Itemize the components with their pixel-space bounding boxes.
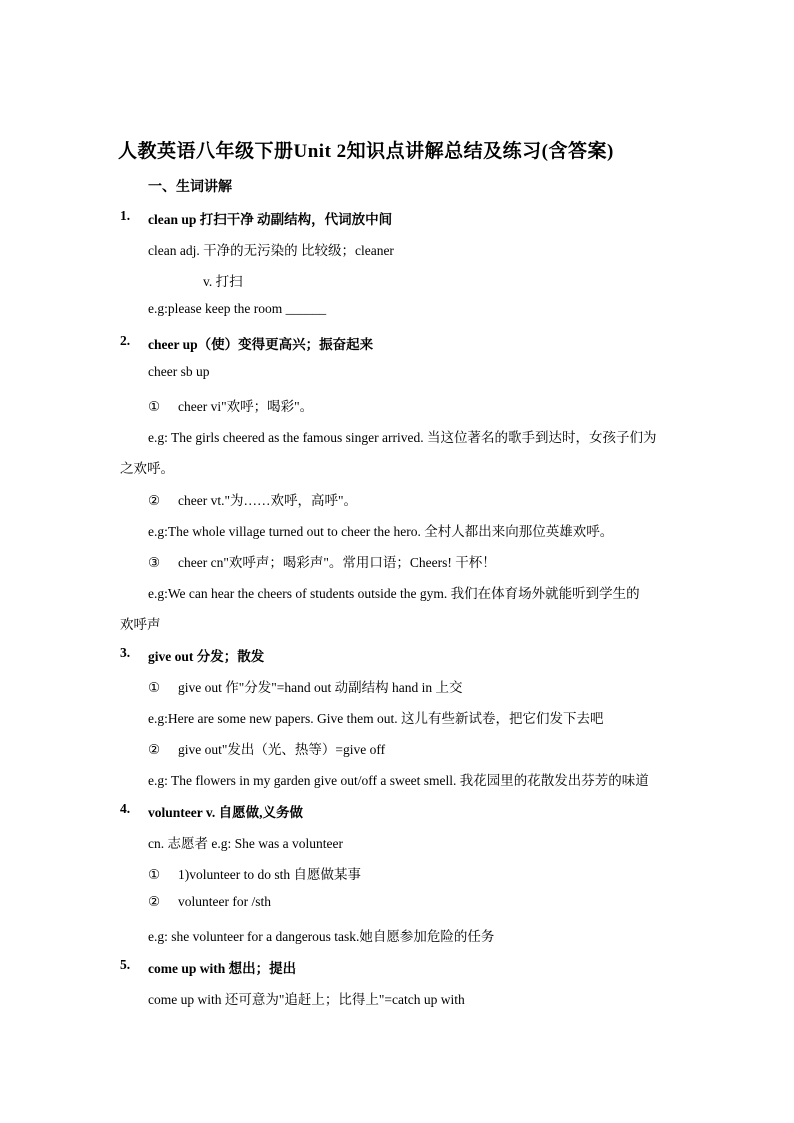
item-heading: come up with 想出；提出 bbox=[148, 961, 297, 976]
text-line: cn. 志愿者 e.g: She was a volunteer bbox=[148, 836, 343, 851]
sense-line bbox=[148, 676, 463, 696]
circled-number: ② bbox=[148, 493, 161, 508]
example-line-cont: 欢呼声 bbox=[120, 617, 161, 632]
section-heading: 一、生词讲解 bbox=[148, 180, 232, 195]
example-line: e.g: she volunteer for a dangerous task.她自愿参加危险的任务 bbox=[148, 929, 495, 944]
example-line: e.g: The girls cheered as the famous singer arrived. 当这位著名的歌手到达时，女孩子们为 bbox=[148, 430, 657, 445]
item-number: 4. bbox=[120, 801, 131, 816]
circled-number: ③ bbox=[148, 555, 161, 570]
sense-line bbox=[148, 489, 357, 509]
text-line: v. 打扫 bbox=[203, 274, 243, 289]
item-number: 2. bbox=[120, 333, 131, 348]
circled-number: ② bbox=[148, 894, 161, 909]
sense-text: give out"发出（光、热等）=give off bbox=[178, 742, 386, 757]
sense-text: 1)volunteer to do sth 自愿做某事 bbox=[178, 867, 361, 882]
item-heading: cheer up（使）变得更高兴；振奋起来 bbox=[148, 337, 374, 352]
example-line: e.g:Here are some new papers. Give them out. 这儿有些新试卷，把它们发下去吧 bbox=[148, 711, 604, 726]
sense-text: cheer vt."为……欢呼，高呼"。 bbox=[178, 493, 357, 508]
circled-number: ② bbox=[148, 742, 161, 757]
item-number: 5. bbox=[120, 957, 131, 972]
example-line: e.g:We can hear the cheers of students outside the gym. 我们在体育场外就能听到学生的 bbox=[148, 586, 640, 601]
circled-number: ① bbox=[148, 867, 161, 882]
sense-text: cheer cn"欢呼声；喝彩声"。常用口语；Cheers! 干杯！ bbox=[178, 555, 496, 570]
item-heading: give out 分发；散发 bbox=[148, 649, 265, 664]
example-line: e.g:please keep the room ______ bbox=[148, 301, 327, 316]
example-line: e.g:The whole village turned out to cheer the hero. 全村人都出来向那位英雄欢呼。 bbox=[148, 524, 614, 539]
sense-text: volunteer for /sth bbox=[178, 894, 271, 909]
item-heading: clean up 打扫干净 动副结构，代词放中间 bbox=[148, 212, 393, 227]
example-line-cont: 之欢呼。 bbox=[120, 461, 174, 476]
sense-line bbox=[148, 395, 313, 415]
page-title: 人教英语八年级下册Unit 2知识点讲解总结及练习(含答案) bbox=[118, 141, 614, 162]
text-line: clean adj. 干净的无污染的 比较级；cleaner bbox=[148, 243, 394, 258]
text-line: cheer sb up bbox=[148, 364, 210, 379]
circled-number: ① bbox=[148, 680, 161, 695]
item-number: 3. bbox=[120, 645, 131, 660]
sense-text: give out 作"分发"=hand out 动副结构 hand in 上交 bbox=[178, 680, 463, 695]
sense-line bbox=[148, 863, 361, 883]
circled-number: ① bbox=[148, 399, 161, 414]
sense-line bbox=[148, 738, 385, 758]
item-number: 1. bbox=[120, 208, 131, 223]
sense-line bbox=[148, 894, 271, 910]
example-line: e.g: The flowers in my garden give out/off a sweet smell. 我花园里的花散发出芬芳的味道 bbox=[148, 773, 649, 788]
sense-text: cheer vi"欢呼；喝彩"。 bbox=[178, 399, 314, 414]
text-line: come up with 还可意为"追赶上；比得上"=catch up with bbox=[148, 992, 465, 1007]
item-heading: volunteer v. 自愿做,义务做 bbox=[148, 805, 303, 820]
sense-line bbox=[148, 551, 496, 571]
